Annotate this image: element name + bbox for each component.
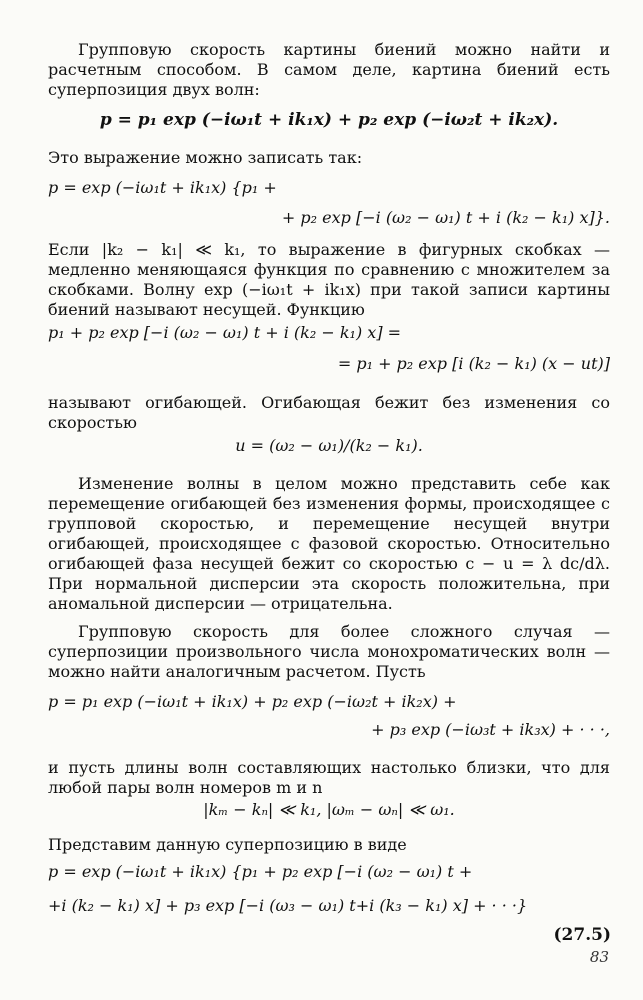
equation-envelope-line-1: p₁ + p₂ exp [−i (ω₂ − ω₁) t + i (k₂ − k₁) x] =: [48, 323, 402, 342]
equation-27-5-line-2: +i (k₂ − k₁) x] + p₃ exp [−i (ω₃ − ω₁) t+i (k₃ − k₁) x] + · · ·}: [48, 896, 528, 915]
equation-two-waves: p = p₁ exp (−iω₁t + ik₁x) + p₂ exp (−iω₂t + ik₂x).: [99, 110, 559, 130]
equation-closeness-condition: |kₘ − kₙ| ≪ k₁, |ωₘ − ωₙ| ≪ ω₁.: [203, 800, 455, 819]
equation-product-line-2: + p₂ exp [−i (ω₂ − ω₁) t + i (k₂ − k₁) x]}.: [281, 208, 610, 227]
paragraph-2: Это выражение можно записать так:: [48, 148, 363, 167]
paragraph-3: Если |k₂ − k₁| ≪ k₁, то выражение в фигурных скобках — медленно меняющаяся функция по сравнению с множителем за скобками. Волну exp (−iω₁t + ik₁x) при такой записи картины биений называют несущей. Функцию: [48, 240, 610, 319]
equation-sum-line-2: + p₃ exp (−iω₃t + ik₃x) + · · ·,: [371, 720, 610, 739]
equation-envelope-line-2: = p₁ + p₂ exp [i (k₂ − k₁) (x − ut)]: [337, 354, 610, 373]
paragraph-6: Групповую скорость для более сложного случая — суперпозиции произвольного числа монохроматических волн — можно найти аналогичным расчетом. Пусть: [48, 622, 610, 681]
paragraph-8: Представим данную суперпозицию в виде: [48, 835, 407, 854]
equation-group-velocity: u = (ω₂ − ω₁)/(k₂ − k₁).: [235, 436, 423, 455]
equation-product-line-1: p = exp (−iω₁t + ik₁x) {p₁ +: [48, 178, 277, 197]
equation-27-5-line-1: p = exp (−iω₁t + ik₁x) {p₁ + p₂ exp [−i (ω₂ − ω₁) t +: [48, 862, 473, 881]
paragraph-1: Групповую скорость картины биений можно найти и расчетным способом. В самом деле, картина биений есть суперпозиция двух волн:: [48, 40, 610, 99]
page-number: 83: [589, 948, 609, 966]
equation-sum-line-1: p = p₁ exp (−iω₁t + ik₁x) + p₂ exp (−iω₂t + ik₂x) +: [48, 692, 457, 711]
equation-number: (27.5): [553, 925, 611, 945]
paragraph-7: и пусть длины волн составляющих настолько близки, что для любой пары волн номеров m и n: [48, 758, 610, 797]
paragraph-4: называют огибающей. Огибающая бежит без изменения со скоростью: [48, 393, 610, 432]
paragraph-5: Изменение волны в целом можно представить себе как перемещение огибающей без изменения формы, происходящее с групповой скоростью, и перемещение несущей внутри огибающей, происходящее с фазовой скоростью. Относительно огибающей фаза несущей бежит со скоростью c − u = λ dc/dλ. При нормальной дисперсии эта скорость положительна, при аномальной дисперсии — отрицательна.: [48, 474, 610, 613]
